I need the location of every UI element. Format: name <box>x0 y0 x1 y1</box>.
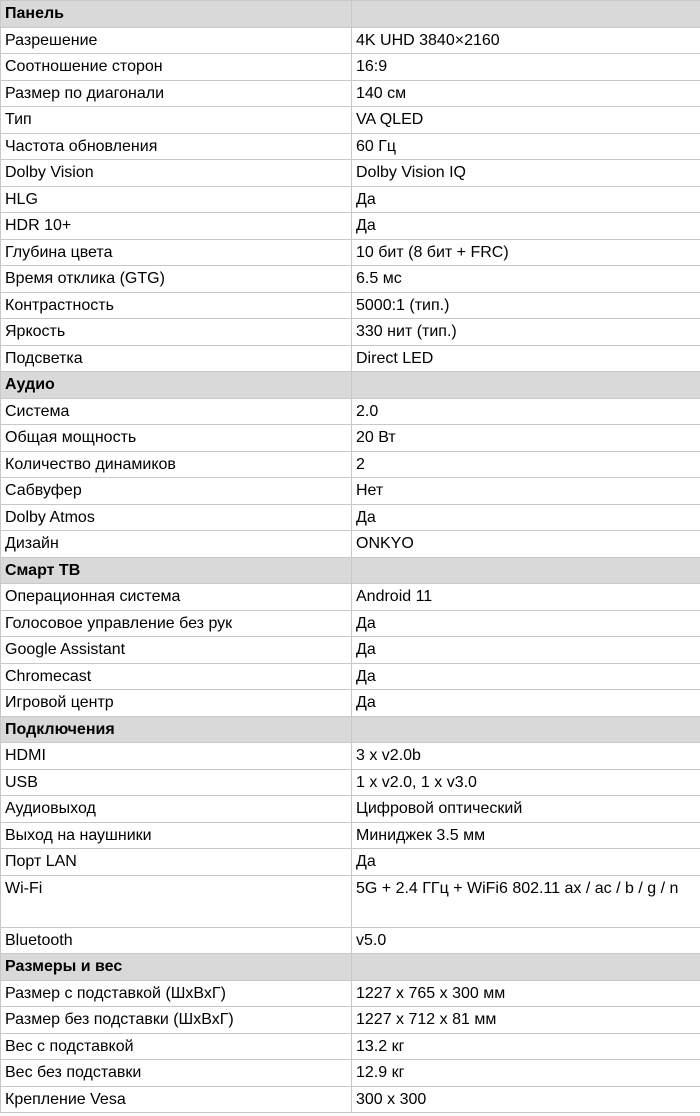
spec-label: Голосовое управление без рук <box>1 610 352 637</box>
spec-value: 3 x v2.0b <box>352 743 700 770</box>
spec-row <box>1 1033 700 1060</box>
spec-value: Да <box>352 186 700 213</box>
spec-value: 5G + 2.4 ГГц + WiFi6 802.11 ax / ac / b / g / n <box>352 875 700 927</box>
spec-label: Общая мощность <box>1 425 352 452</box>
spec-label: Размер без подставки (ШхВхГ) <box>1 1007 352 1034</box>
spec-row <box>1 266 700 293</box>
spec-row <box>1 980 700 1007</box>
spec-value: 5000:1 (тип.) <box>352 292 700 319</box>
section-title: Подключения <box>1 716 352 743</box>
spec-label: HDMI <box>1 743 352 770</box>
section-title: Смарт ТВ <box>1 557 352 584</box>
spec-value: Да <box>352 637 700 664</box>
spec-label: Время отклика (GTG) <box>1 266 352 293</box>
spec-label: Bluetooth <box>1 927 352 954</box>
spec-row <box>1 610 700 637</box>
spec-row <box>1 1060 700 1087</box>
spec-value: 1227 x 712 x 81 мм <box>352 1007 700 1034</box>
spec-value: 12.9 кг <box>352 1060 700 1087</box>
spec-value: 20 Вт <box>352 425 700 452</box>
spec-row <box>1 292 700 319</box>
spec-label: Система <box>1 398 352 425</box>
spec-value: ONKYO <box>352 531 700 558</box>
spec-value: Direct LED <box>352 345 700 372</box>
spec-row <box>1 663 700 690</box>
spec-row <box>1 531 700 558</box>
spec-label: Dolby Atmos <box>1 504 352 531</box>
spec-label: Тип <box>1 107 352 134</box>
spec-row <box>1 27 700 54</box>
spec-value: 300 x 300 <box>352 1086 700 1113</box>
spec-row <box>1 133 700 160</box>
spec-value: 60 Гц <box>352 133 700 160</box>
spec-row <box>1 1007 700 1034</box>
spec-value: 10 бит (8 бит + FRC) <box>352 239 700 266</box>
spec-row <box>1 186 700 213</box>
spec-label: Глубина цвета <box>1 239 352 266</box>
spec-row <box>1 54 700 81</box>
spec-row <box>1 690 700 717</box>
spec-value: 16:9 <box>352 54 700 81</box>
spec-label: Контрастность <box>1 292 352 319</box>
spec-label: Chromecast <box>1 663 352 690</box>
spec-value: Да <box>352 690 700 717</box>
spec-row <box>1 822 700 849</box>
spec-label: Выход на наушники <box>1 822 352 849</box>
spec-row <box>1 319 700 346</box>
spec-value: Нет <box>352 478 700 505</box>
spec-row <box>1 927 700 954</box>
spec-value: 2 <box>352 451 700 478</box>
spec-label: Сабвуфер <box>1 478 352 505</box>
spec-label: Вес без подставки <box>1 1060 352 1087</box>
spec-value: Dolby Vision IQ <box>352 160 700 187</box>
spec-value: Миниджек 3.5 мм <box>352 822 700 849</box>
spec-label: Яркость <box>1 319 352 346</box>
section-header-connections <box>1 716 700 743</box>
spec-row <box>1 584 700 611</box>
spec-value: 1 x v2.0, 1 x v3.0 <box>352 769 700 796</box>
spec-value: v5.0 <box>352 927 700 954</box>
spec-row <box>1 345 700 372</box>
spec-row <box>1 160 700 187</box>
spec-label: Google Assistant <box>1 637 352 664</box>
spec-label: Подсветка <box>1 345 352 372</box>
spec-label: Крепление Vesa <box>1 1086 352 1113</box>
spec-value: Да <box>352 504 700 531</box>
section-title: Панель <box>1 1 352 28</box>
spec-row <box>1 743 700 770</box>
spec-label: Размер с подставкой (ШхВхГ) <box>1 980 352 1007</box>
spec-label: Соотношение сторон <box>1 54 352 81</box>
spec-value: Да <box>352 610 700 637</box>
spec-row <box>1 213 700 240</box>
spec-label: Частота обновления <box>1 133 352 160</box>
spec-value: Да <box>352 213 700 240</box>
spec-row <box>1 478 700 505</box>
spec-row <box>1 849 700 876</box>
spec-row <box>1 80 700 107</box>
spec-row <box>1 1086 700 1113</box>
section-header-panel <box>1 1 700 28</box>
section-header-smart-tv <box>1 557 700 584</box>
spec-row <box>1 637 700 664</box>
spec-value: 1227 x 765 x 300 мм <box>352 980 700 1007</box>
spec-row <box>1 398 700 425</box>
spec-value: Цифровой оптический <box>352 796 700 823</box>
spec-label: Dolby Vision <box>1 160 352 187</box>
spec-label: Количество динамиков <box>1 451 352 478</box>
spec-label: Вес с подставкой <box>1 1033 352 1060</box>
spec-row <box>1 875 700 927</box>
section-header-audio <box>1 372 700 399</box>
spec-label: Разрешение <box>1 27 352 54</box>
spec-row <box>1 107 700 134</box>
spec-value: 13.2 кг <box>352 1033 700 1060</box>
spec-value: 330 нит (тип.) <box>352 319 700 346</box>
section-title: Размеры и вес <box>1 954 352 981</box>
section-header-dimensions <box>1 954 700 981</box>
spec-label: HDR 10+ <box>1 213 352 240</box>
spec-label: USB <box>1 769 352 796</box>
spec-label: Операционная система <box>1 584 352 611</box>
spec-row <box>1 769 700 796</box>
spec-label: HLG <box>1 186 352 213</box>
spec-value: Да <box>352 849 700 876</box>
spec-row <box>1 504 700 531</box>
spec-value: 4K UHD 3840×2160 <box>352 27 700 54</box>
spec-value: VA QLED <box>352 107 700 134</box>
spec-label: Размер по диагонали <box>1 80 352 107</box>
spec-value: Android 11 <box>352 584 700 611</box>
spec-value: 140 см <box>352 80 700 107</box>
spec-row <box>1 796 700 823</box>
spec-value: 2.0 <box>352 398 700 425</box>
spec-label: Дизайн <box>1 531 352 558</box>
spec-label: Порт LAN <box>1 849 352 876</box>
spec-label: Игровой центр <box>1 690 352 717</box>
spec-label: Аудиовыход <box>1 796 352 823</box>
spec-row <box>1 425 700 452</box>
spec-value: Да <box>352 663 700 690</box>
spec-row <box>1 239 700 266</box>
spec-label: Wi-Fi <box>1 875 352 927</box>
spec-row <box>1 451 700 478</box>
section-title: Аудио <box>1 372 352 399</box>
spec-value: 6.5 мс <box>352 266 700 293</box>
